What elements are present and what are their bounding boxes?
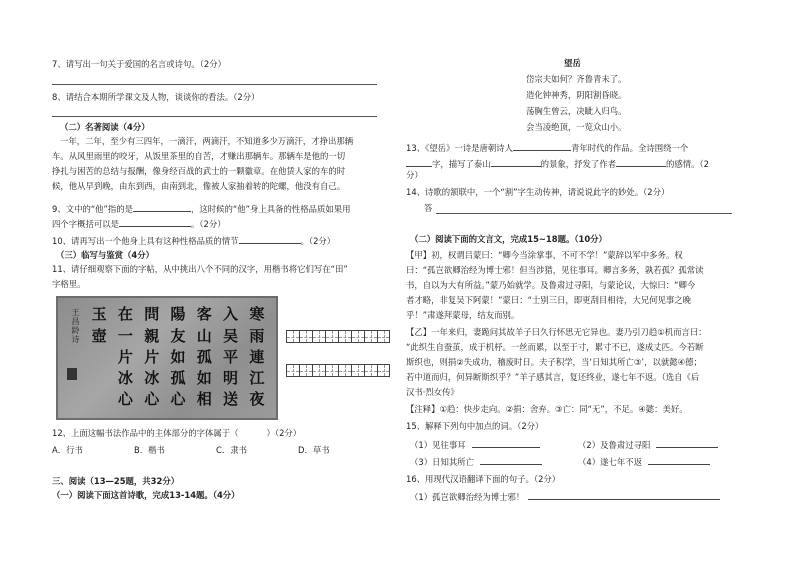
tianzi-box[interactable] xyxy=(338,330,351,343)
passage-line: 挣扎与困苦的总结与报酬，像身经百战的武士的一颗徽章。在他赁人家的车的时 xyxy=(52,166,346,176)
answer-blank[interactable] xyxy=(616,157,666,167)
question-15-item-3 xyxy=(410,455,542,468)
question-9-text: 。（2分） xyxy=(191,219,226,229)
calligraphy-char: 明 xyxy=(223,369,239,388)
question-12-text: ）（2分） xyxy=(266,428,302,438)
calligraphy-char: 在 xyxy=(117,305,133,324)
item-text: （4）遂七年不返 xyxy=(578,457,642,467)
right-column xyxy=(406,0,750,561)
answer-blank[interactable] xyxy=(648,455,710,465)
calligraphy-char: 孤 xyxy=(170,369,186,388)
answer-blank[interactable] xyxy=(480,455,542,465)
calligraphy-char xyxy=(86,346,112,367)
poem-line: 荡胸生曾云，决眦入归鸟。 xyxy=(526,106,627,116)
answer-label: 答 xyxy=(424,203,433,213)
calligraphy-char: 陽 xyxy=(170,305,186,324)
calligraphy-char: 心 xyxy=(144,390,160,409)
answer-blank[interactable] xyxy=(406,157,432,167)
question-13-text: 青年时代的作品。全诗围绕一个 xyxy=(570,143,689,153)
calligraphy-char: 如 xyxy=(196,369,212,388)
tianzi-box[interactable] xyxy=(338,364,351,377)
calligraphy-char: 心 xyxy=(170,390,186,409)
tianzi-box[interactable] xyxy=(364,364,377,377)
tianzi-box[interactable] xyxy=(286,330,299,343)
calligraphy-char: 夜 xyxy=(249,390,265,409)
calligraphy-char: 寒 xyxy=(249,305,265,324)
text-yi-line: 斯织也，则捐②失成功，稽废时日。夫子积学，当‘日知其所亡③’，以就懿④德； xyxy=(406,357,702,367)
tianzi-box[interactable] xyxy=(364,330,377,343)
answer-blank[interactable] xyxy=(133,202,191,212)
seal-stamp xyxy=(67,368,77,380)
question-14: 14、诗歌的颔联中，一个“割”字生动传神，请说说此字的妙处。（2分） xyxy=(406,187,670,197)
question-16: 16、用现代汉语翻译下面的句子。（2分） xyxy=(406,474,561,484)
calligraphy-char: 雨 xyxy=(249,326,265,345)
tianzi-box[interactable] xyxy=(351,364,364,377)
question-9 xyxy=(52,202,350,215)
section-famous-books-title: （二）名著阅读（4分） xyxy=(60,122,150,132)
option-b[interactable]: B．楷书 xyxy=(134,445,165,455)
calligraphy-char xyxy=(86,389,112,410)
text-jia-line: 曰：“孤岂欲卿治经为博士邪！但当涉猎，见往事耳。卿言多务，孰若孤？孤常读 xyxy=(406,265,704,275)
tianzi-box[interactable] xyxy=(286,364,299,377)
option-a[interactable]: A．行书 xyxy=(52,445,83,455)
question-15-item-2 xyxy=(578,438,718,451)
calligraphy-char: 冰 xyxy=(144,369,160,388)
option-c[interactable]: C．隶书 xyxy=(216,445,247,455)
question-15-item-4 xyxy=(578,455,710,468)
question-9-cont xyxy=(52,217,226,230)
question-9-text: 四个字概括可以是 xyxy=(52,219,119,229)
tianzi-box[interactable] xyxy=(312,330,325,343)
text-yi-line: “此织生自蚕茧，成于机杼。一丝而累，以至于寸，累寸不已，遂成丈匹。今若断 xyxy=(406,342,704,352)
calligraphy-char: 相 xyxy=(196,390,212,409)
question-13-text: 的感情。（2 xyxy=(666,159,710,169)
calligraphy-char: 片 xyxy=(144,347,160,366)
question-10 xyxy=(52,234,335,247)
text-yi-line: 汉书·烈女传》 xyxy=(406,387,459,397)
calligraphy-char: 友 xyxy=(170,326,186,345)
tianzi-box[interactable] xyxy=(299,364,312,377)
tianzi-box[interactable] xyxy=(377,330,390,343)
section-reading-title: 三、阅读（13—25题，共32分） xyxy=(52,476,180,486)
answer-blank[interactable] xyxy=(656,438,718,448)
tianzi-box[interactable] xyxy=(351,330,364,343)
calligraphy-char: 片 xyxy=(117,347,133,366)
tianzi-grid-row-1[interactable] xyxy=(286,330,390,343)
text-jia-line: 书，自以为大有所益。”蒙乃始就学。及鲁肃过寻阳，与蒙论议，大惊曰：“卿今 xyxy=(406,280,696,290)
answer-blank[interactable] xyxy=(528,490,720,500)
calligraphy-signature: 王昌龄诗 xyxy=(71,308,80,344)
poem-title: 望岳 xyxy=(564,58,581,68)
question-13-text: 13、《望岳》一诗是唐朝诗人 xyxy=(406,143,513,153)
answer-line xyxy=(52,84,377,85)
annotation-notes: 【注释】①趋：快步走向。②捐：舍弃。③亡：同“无”，不足。④懿：美好。 xyxy=(406,404,688,414)
question-13-cont2: 分） xyxy=(406,170,423,180)
answer-blank[interactable] xyxy=(239,234,301,244)
question-13-text: 字，描写了泰山 xyxy=(432,159,491,169)
calligraphy-char: 壺 xyxy=(91,326,107,345)
item-text: （1）孤岂欲卿治经为博士邪！ xyxy=(410,492,525,502)
question-12 xyxy=(52,428,301,439)
answer-blank[interactable] xyxy=(472,438,540,448)
calligraphy-char: 入 xyxy=(223,305,239,324)
question-13-cont xyxy=(406,157,709,170)
calligraphy-char: 客 xyxy=(196,305,212,324)
question-11: 11、请仔细观察下面的字帖，从中挑出八个不同的汉字，用楷书将它们写在“田” xyxy=(52,264,348,274)
answer-blank[interactable] xyxy=(491,157,541,167)
tianzi-box[interactable] xyxy=(377,364,390,377)
calligraphy-char: 問 xyxy=(144,305,160,324)
passage-line: 一年，二年，至少有三四年，一滴汗，两滴汗，不知道多少万滴汗，才挣出那辆 xyxy=(60,136,354,146)
question-10-text: 10、请再写出一个他身上具有这种性格品质的情节 xyxy=(52,236,239,246)
calligraphy-char: 如 xyxy=(170,347,186,366)
question-11-cont: 字格里。 xyxy=(52,279,86,289)
poem-line: 会当凌绝顶，一览众山小。 xyxy=(526,122,627,132)
calligraphy-char: 山 xyxy=(196,326,212,345)
tianzi-grid-row-2[interactable] xyxy=(286,364,390,377)
question-16-item-1 xyxy=(410,490,720,503)
answer-blank[interactable] xyxy=(119,217,191,227)
question-9-text: 9、文中的“他”指的是 xyxy=(52,204,134,214)
text-jia-line: 者才略，非复吴下阿蒙！”蒙曰：“士别三日，即更刮目相待，大兄何见事之晚 xyxy=(406,295,692,305)
calligraphy-char: 孤 xyxy=(196,347,212,366)
left-column xyxy=(52,0,387,561)
tianzi-box[interactable] xyxy=(325,364,338,377)
question-15: 15、解释下列句中加点的词。（2分） xyxy=(406,421,544,431)
text-jia-line: 乎！”肃遂拜蒙母，结友而别。 xyxy=(406,310,520,320)
poem-line: 岱宗夫如何？齐鲁青未了。 xyxy=(526,74,627,84)
text-yi-line: 若中道而归，何异断斯织乎？”羊子感其言，复还终业，遂七年不返。（选自《后 xyxy=(406,372,700,382)
calligraphy-char: 親 xyxy=(144,326,160,345)
question-8: 8、请结合本期所学课文及人物，谈谈你的看法。（2分） xyxy=(52,92,260,102)
section-poem-subtitle: （一）阅读下面这首诗歌，完成13-14题。（4分） xyxy=(52,490,240,500)
item-text: （1）见往事耳 xyxy=(410,440,466,450)
tianzi-box[interactable] xyxy=(299,330,312,343)
question-15-item-1 xyxy=(410,438,540,451)
section-classical-title: （二）阅读下面的文言文，完成15~18题。（10分） xyxy=(410,234,607,244)
calligraphy-char: 送 xyxy=(223,390,239,409)
answer-line xyxy=(52,116,377,117)
calligraphy-image xyxy=(56,296,278,420)
section-writing-title: （三）临写与鉴赏（4分） xyxy=(56,250,154,260)
tianzi-box[interactable] xyxy=(325,330,338,343)
text-jia-line: 【甲】初，权谓吕蒙曰：“卿今当涂掌事，不可不学！”蒙辞以军中多务。权 xyxy=(406,250,683,260)
question-12-text: 12、上面这幅书法作品中的主体部分的字体属于（ xyxy=(52,428,239,438)
calligraphy-char: 江 xyxy=(249,369,265,388)
text-yi-line: 【乙】一年来归，妻跪问其故羊子曰久行怀思无它异也。妻乃引刀趋①机而言曰： xyxy=(406,327,707,337)
calligraphy-char: 平 xyxy=(223,347,239,366)
calligraphy-characters xyxy=(86,304,270,410)
question-10-text: 。（2分） xyxy=(300,236,336,246)
calligraphy-char: 一 xyxy=(117,326,133,345)
question-13 xyxy=(406,141,688,154)
calligraphy-char: 玉 xyxy=(91,305,107,324)
tianzi-box[interactable] xyxy=(312,364,325,377)
calligraphy-char xyxy=(86,368,112,389)
question-13-text: 的景象，抒发了作者 xyxy=(540,159,616,169)
answer-line[interactable] xyxy=(436,213,732,214)
question-7: 7、请写出一句关于爱国的名言或诗句。（2分） xyxy=(52,59,226,69)
calligraphy-char: 冰 xyxy=(117,369,133,388)
poem-line: 造化钟神秀，阴阳割昏晓。 xyxy=(526,90,627,100)
passage-line: 车。从风里雨里的咬牙，从饭里茶里的自苦，才赚出那辆车。那辆车是他的一切 xyxy=(52,151,346,161)
calligraphy-char: 連 xyxy=(249,347,265,366)
question-12-options xyxy=(52,445,382,456)
calligraphy-char: 心 xyxy=(117,390,133,409)
item-text: （2）及鲁肃过寻阳 xyxy=(578,440,651,450)
passage-line: 候，他从早到晚，由东到西，由南到北，像被人家抽着转的陀螺，他没有自己。 xyxy=(52,181,346,191)
option-d[interactable]: D．草书 xyxy=(298,445,330,455)
item-text: （3）日知其所亡 xyxy=(410,457,474,467)
answer-blank[interactable] xyxy=(513,141,571,151)
question-9-text: ，这时候的“他”身上具备的性格品质如果用 xyxy=(191,204,351,214)
calligraphy-char: 吴 xyxy=(223,326,239,345)
